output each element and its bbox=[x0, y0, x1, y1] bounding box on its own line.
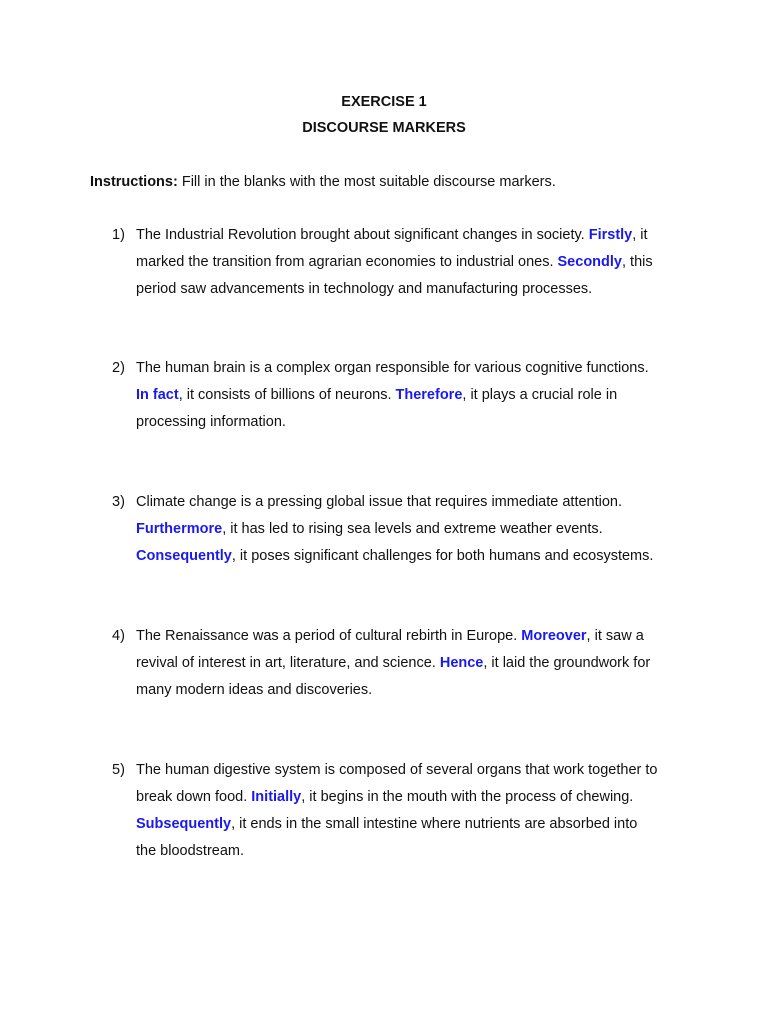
item-number: 3) bbox=[112, 494, 125, 510]
item-text-fragment: , it consists of billions of neurons. bbox=[178, 387, 396, 403]
page-title: EXERCISE 1 bbox=[341, 94, 427, 110]
item-text-fragment: marked the transition from agrarian economies to industrial ones. bbox=[136, 254, 558, 270]
discourse-marker: Consequently bbox=[136, 548, 232, 564]
item-line bbox=[136, 249, 696, 276]
item-line bbox=[136, 623, 696, 650]
instructions-text: Fill in the blanks with the most suitable discourse markers. bbox=[177, 174, 556, 190]
item-text bbox=[136, 489, 696, 570]
item-line bbox=[136, 222, 696, 249]
item-text-fragment: , it has led to rising sea levels and extreme weather events. bbox=[222, 521, 603, 537]
item-line: Climate change is a pressing global issue that requires immediate attention. bbox=[136, 494, 623, 510]
item-line: the bloodstream. bbox=[136, 843, 245, 859]
item-number: 5) bbox=[112, 762, 125, 778]
item-number: 4) bbox=[112, 628, 125, 644]
item-text-fragment: The Renaissance was a period of cultural rebirth in Europe. bbox=[136, 628, 522, 644]
discourse-marker: In fact bbox=[136, 387, 179, 403]
item-line bbox=[136, 382, 696, 409]
item-text bbox=[136, 757, 696, 865]
item-number: 2) bbox=[112, 360, 125, 376]
discourse-marker: Moreover bbox=[521, 628, 587, 644]
discourse-marker: Initially bbox=[251, 789, 302, 805]
item-text bbox=[136, 222, 696, 303]
item-text-fragment: , it ends in the small intestine where nutrients are absorbed into bbox=[231, 816, 638, 832]
item-text-fragment: , it laid the groundwork for bbox=[483, 655, 651, 671]
item-text-fragment: revival of interest in art, literature, and science. bbox=[136, 655, 440, 671]
item-text-fragment: , it saw a bbox=[586, 628, 644, 644]
item-text-fragment: , it plays a crucial role in bbox=[462, 387, 618, 403]
discourse-marker: Subsequently bbox=[136, 816, 232, 832]
instructions bbox=[90, 173, 556, 191]
item-line: many modern ideas and discoveries. bbox=[136, 682, 373, 698]
instructions-label: Instructions: bbox=[90, 174, 178, 190]
discourse-marker: Furthermore bbox=[136, 521, 223, 537]
item-line bbox=[136, 811, 696, 838]
item-line bbox=[136, 516, 696, 543]
discourse-marker: Secondly bbox=[557, 254, 622, 270]
item-line: processing information. bbox=[136, 414, 286, 430]
item-line: The human brain is a complex organ responsible for various cognitive functions. bbox=[136, 360, 649, 376]
item-text bbox=[136, 623, 696, 704]
discourse-marker: Firstly bbox=[588, 227, 633, 243]
discourse-marker: Hence bbox=[439, 655, 484, 671]
item-line bbox=[136, 543, 696, 570]
item-text-fragment: The Industrial Revolution brought about significant changes in society. bbox=[136, 227, 589, 243]
item-number: 1) bbox=[112, 227, 125, 243]
item-text bbox=[136, 355, 696, 436]
item-text-fragment: break down food. bbox=[136, 789, 252, 805]
item-line: period saw advancements in technology and manufacturing processes. bbox=[136, 281, 593, 297]
item-text-fragment: , this bbox=[621, 254, 653, 270]
item-text-fragment: , it bbox=[632, 227, 648, 243]
item-text-fragment: , it begins in the mouth with the process of chewing. bbox=[301, 789, 634, 805]
discourse-marker: Therefore bbox=[395, 387, 463, 403]
page-subtitle: DISCOURSE MARKERS bbox=[302, 120, 466, 136]
item-line bbox=[136, 650, 696, 677]
item-line bbox=[136, 784, 696, 811]
item-line: The human digestive system is composed of several organs that work together to bbox=[136, 762, 658, 778]
item-text-fragment: , it poses significant challenges for both humans and ecosystems. bbox=[231, 548, 654, 564]
